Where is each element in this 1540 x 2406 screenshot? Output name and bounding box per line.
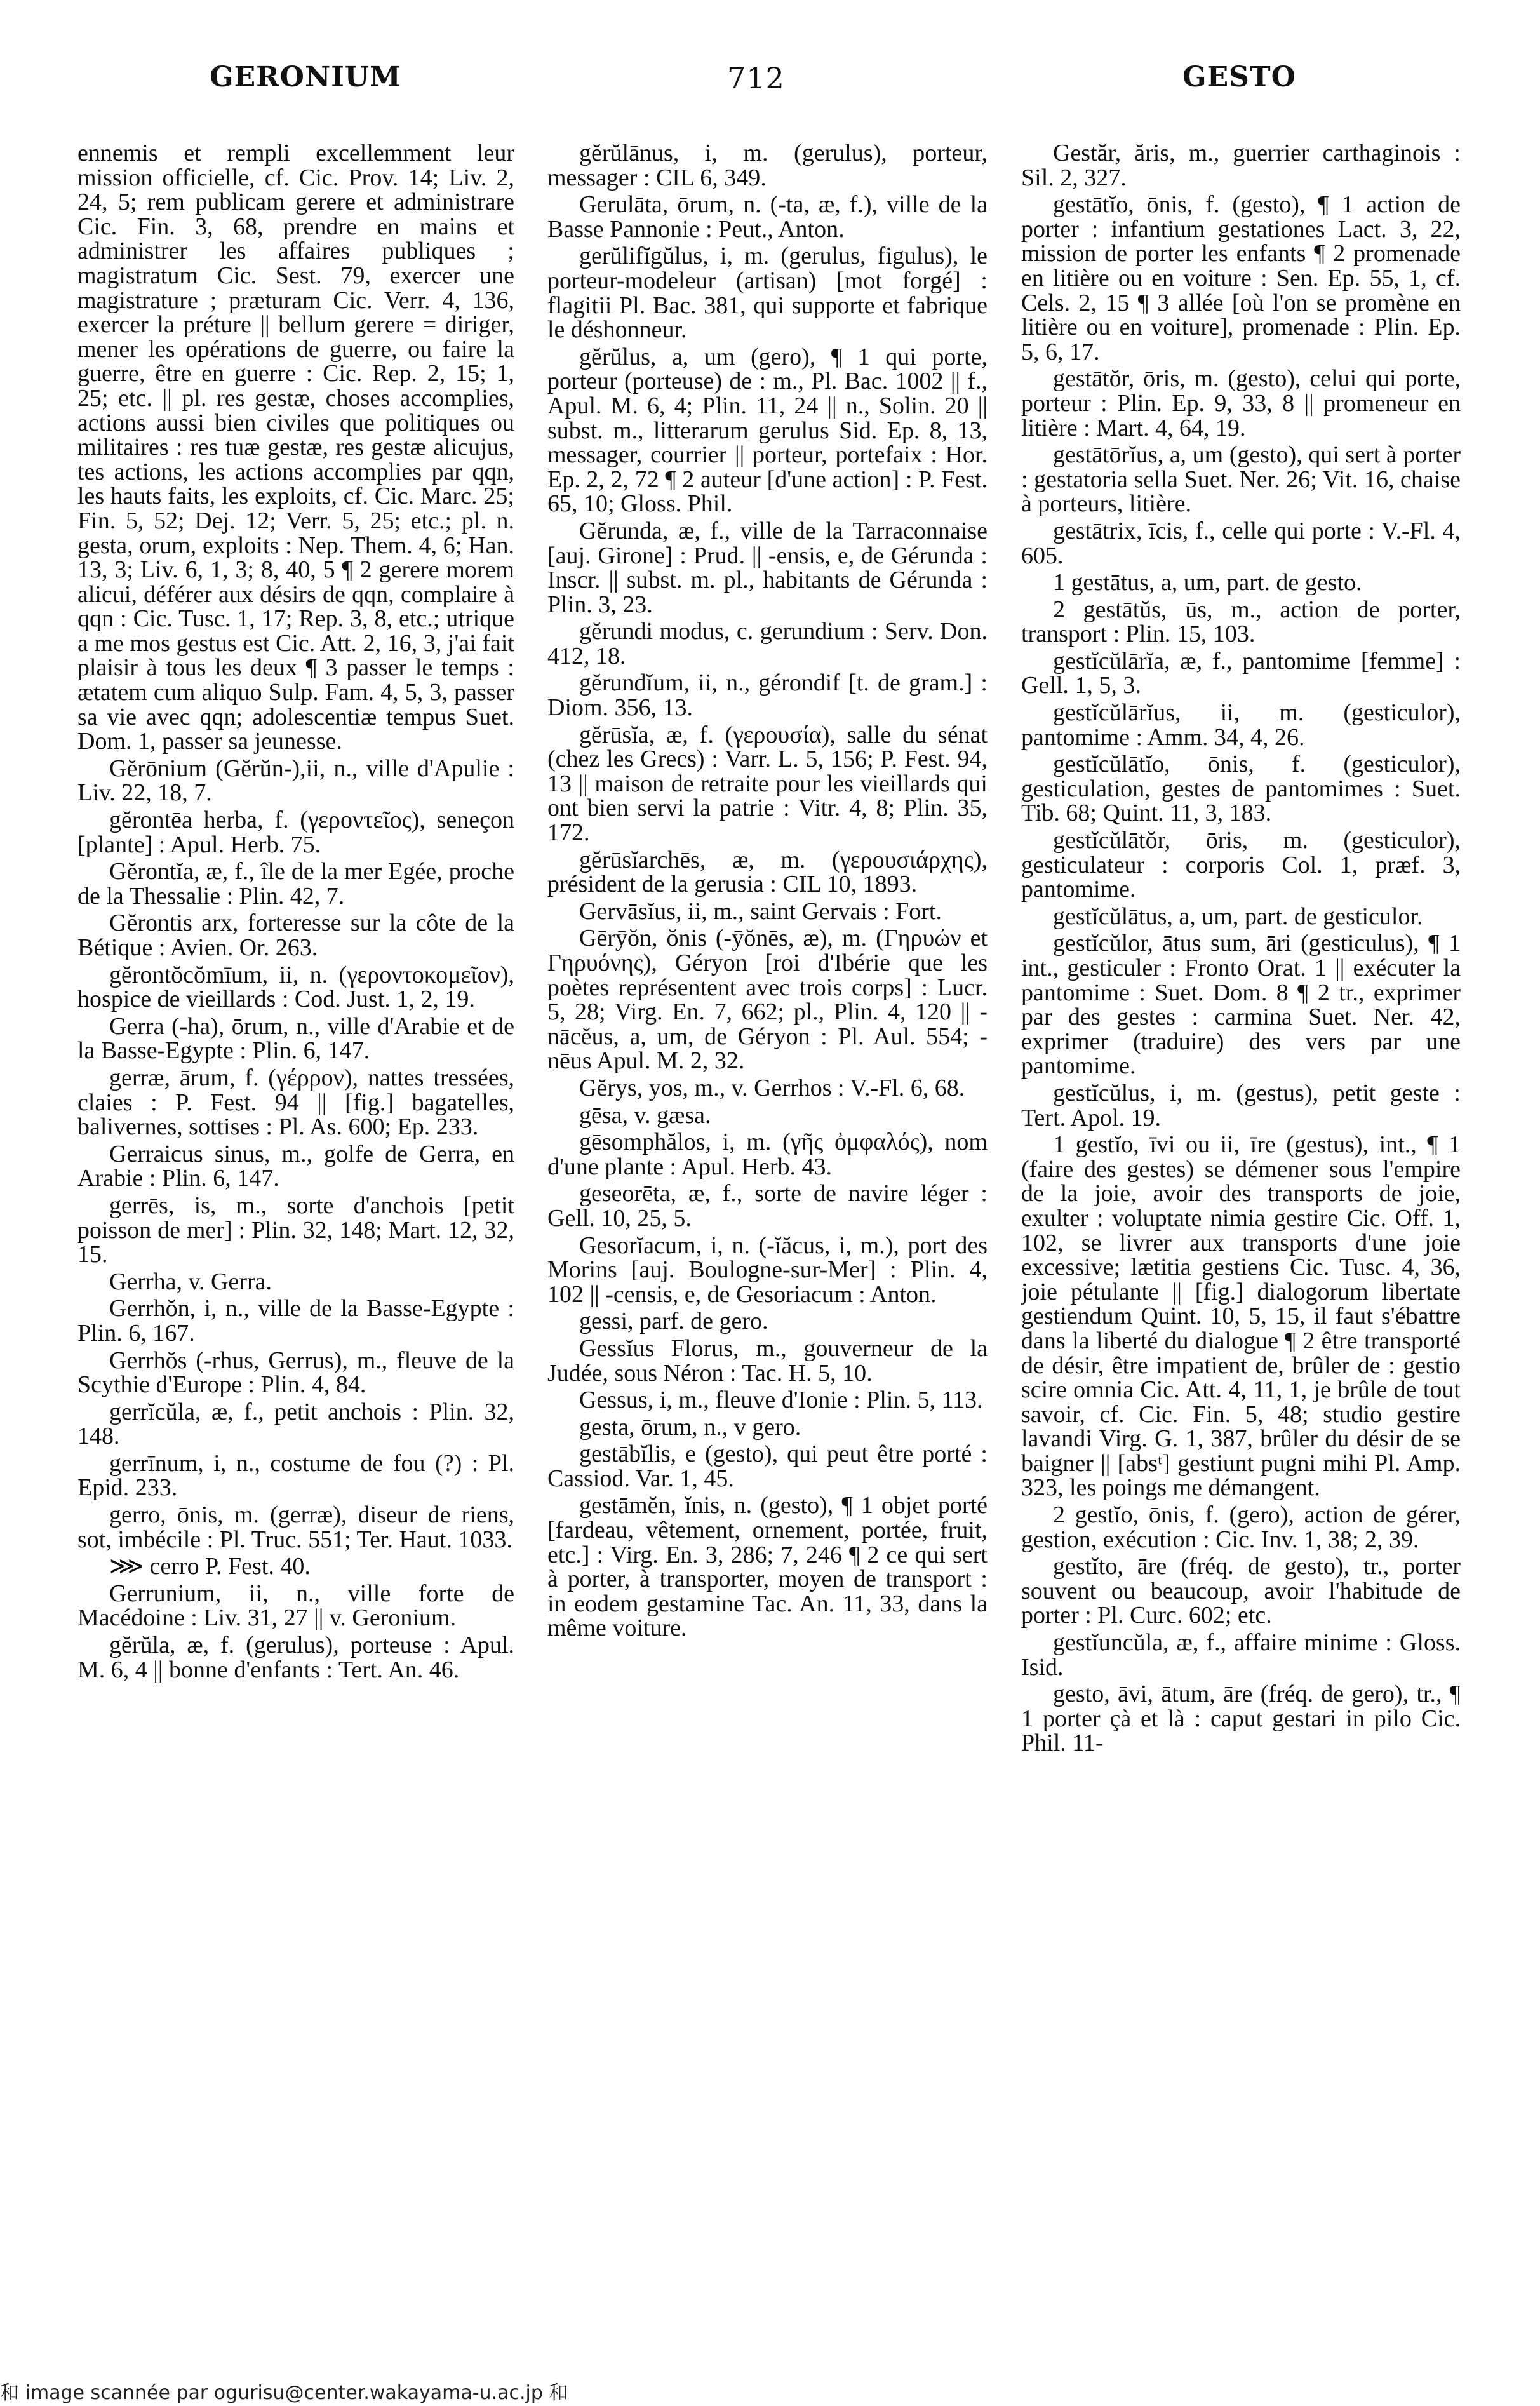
dictionary-entry: Gerrhŏs (-rhus, Gerrus), m., fleuve de la Scythie d'Europe : Plin. 4, 84. (77, 1347, 514, 1399)
dictionary-entry: gestātrix, īcis, f., celle qui porte : V.-Fl. 4, 605. (1021, 517, 1461, 569)
dictionary-entry: Gĕrontĭa, æ, f., île de la mer Egée, proche de la Thessalie : Plin. 42, 7. (77, 858, 514, 910)
dictionary-entry: gesto, āvi, ātum, āre (fréq. de gero), tr., ¶ 1 porter çà et là : caput gestari in pilo Cic. Phil. 11- (1021, 1681, 1461, 1757)
dictionary-entry: 1 gestĭo, īvi ou ii, īre (gestus), int., ¶ 1 (faire des gestes) se démener sous l'empire de la joie, avoir des transports de joie, exulter : voluptate nimia gestire Cic. Off. 1, 102, se livrer aux transports d'une joie excessive; lætitia gestiens Cic. Tusc. 4, 36, joie pétulante || [fig.] dialogorum libertate gestiendum Quint. 10, 5, 15, il faut s'ébattre dans la liberté du dialogue ¶ 2 être transporté de désir, être impatient de, brûler de : gestio scire omnia Cic. Att. 4, 11, 1, je brûle de tout savoir, cf. Cic. Fin. 5, 48; studio gestire lavandi Virg. G. 1, 387, brûler du désir de se baigner || [absᵗ] gestiunt pugni mihi Pl. Amp. 323, les poings me démangent. (1021, 1131, 1461, 1502)
column-left (77, 141, 514, 2288)
dictionary-entry: Gerraicus sinus, m., golfe de Gerra, en Arabie : Plin. 6, 147. (77, 1140, 514, 1192)
running-head-left: GERONIUM (210, 61, 401, 93)
dictionary-entry: gestĭuncŭla, æ, f., affaire minime : Gloss. Isid. (1021, 1629, 1461, 1681)
dictionary-entry: gerrĭcŭla, æ, f., petit anchois : Plin. 32, 148. (77, 1398, 514, 1450)
dictionary-entry: Gervāsĭus, ii, m., saint Gervais : Fort. (579, 897, 942, 925)
dictionary-entry: gerrīnum, i, n., costume de fou (?) : Pl. Epid. 233. (77, 1449, 514, 1502)
dictionary-entry: Gerrha, v. Gerra. (109, 1268, 272, 1295)
dictionary-entry: Gĕrunda, æ, f., ville de la Tarraconnaise [auj. Girone] : Prud. || -ensis, e, de Gérunda : Inscr. || subst. m. pl., habitants de Gérunda : Plin. 3, 23. (547, 517, 988, 618)
dictionary-entry: 1 gestātus, a, um, part. de gesto. (1053, 569, 1362, 596)
column-right (1021, 141, 1461, 2288)
dictionary-entry: gestābĭlis, e (gesto), qui peut être porté : Cassiod. Var. 1, 45. (547, 1441, 988, 1492)
column-middle (547, 141, 988, 2288)
dictionary-entry: gessi, parf. de gero. (579, 1308, 768, 1335)
dictionary-entry: Gērȳŏn, ŏnis (-ȳŏnēs, æ), m. (Γηρυών et Γηρυόνης), Géryon [roi d'Ibérie que les poètes représentent avec trois corps] : Lucr. 5, 28; Virg. En. 7, 662; pl., Plin. 4, 120 || -nācĕus, a, um, de Géryon : Pl. Aul. 554; -nēus Apul. M. 2, 32. (547, 925, 988, 1075)
dictionary-entry: gerŭlifĭgŭlus, i, m. (gerulus, figulus), le porteur-modeleur (artisan) [mot forgé] : flagitii Pl. Bac. 381, qui supporte et fabrique le déshonneur. (547, 243, 988, 344)
dictionary-entry: gerræ, ārum, f. (γέρρον), nattes tressées, claies : P. Fest. 94 || [fig.] bagatelles, balivernes, sottises : Pl. As. 600; Ep. 233. (77, 1064, 514, 1141)
dictionary-entry: Gessus, i, m., fleuve d'Ionie : Plin. 5, 113. (579, 1387, 983, 1414)
dictionary-entry: gestĭcŭlus, i, m. (gestus), petit geste : Tert. Apol. 19. (1021, 1079, 1461, 1131)
dictionary-entry: gerrēs, is, m., sorte d'anchois [petit poisson de mer] : Plin. 32, 148; Mart. 12, 32, 15. (77, 1192, 514, 1268)
dictionary-entry: Gestăr, ăris, m., guerrier carthaginois : Sil. 2, 327. (1021, 141, 1461, 191)
dictionary-entry: gēsomphălos, i, m. (γῆς ὀμφαλός), nom d'une plante : Apul. Herb. 43. (547, 1129, 988, 1180)
scan-credit: 和 image scannée par ogurisu@center.wakayama-u.ac.jp 和 (0, 2382, 568, 2404)
dictionary-entry: Gĕrontis arx, forteresse sur la côte de la Bétique : Avien. Or. 263. (77, 910, 514, 961)
dictionary-entry: gĕrundĭum, ii, n., gérondif [t. de gram.] : Diom. 356, 13. (547, 669, 988, 722)
dictionary-entry: gestātŏr, ōris, m. (gesto), celui qui porte, porteur : Plin. Ep. 9, 33, 8 || promeneur en litière : Mart. 4, 64, 19. (1021, 365, 1461, 441)
dictionary-entry: geseorēta, æ, f., sorte de navire léger : Gell. 10, 25, 5. (547, 1180, 988, 1232)
dictionary-entry: Gerrhŏn, i, n., ville de la Basse-Egypte : Plin. 6, 167. (77, 1295, 514, 1347)
dictionary-entry: gestĭcŭlātŏr, ōris, m. (gesticulor), gesticulateur : corporis Col. 1, præf. 3, pantomime. (1021, 827, 1461, 903)
dictionary-entry: ⋙ cerro P. Fest. 40. (109, 1553, 311, 1580)
dictionary-entry: gĕrŭlānus, i, m. (gerulus), porteur, messager : CIL 6, 349. (547, 141, 988, 191)
dictionary-entry: gĕrontēa herba, f. (γεροντεῖος), seneçon [plante] : Apul. Herb. 75. (77, 807, 514, 858)
dictionary-entry: gestātĭo, ōnis, f. (gesto), ¶ 1 action de porter : infantium gestationes Lact. 3, 22, mission de porter les enfants ¶ 2 promenade en litière ou en voiture : Sen. Ep. 55, 1, cf. Cels. 2, 15 ¶ 3 allée [où l'on se promène en litière ou en voiture], promenade : Plin. Ep. 5, 6, 17. (1021, 191, 1461, 365)
dictionary-entry: gerro, ōnis, m. (gerræ), diseur de riens, sot, imbécile : Pl. Truc. 551; Ter. Haut. 1033. (77, 1502, 514, 1553)
dictionary-entry: ennemis et rempli excellemment leur mission officielle, cf. Cic. Prov. 14; Liv. 2, 24, 5; rem publicam gerere et administrare Cic. Fin. 3, 68, prendre en mains et administrer les affaires publiques ; magistratum Cic. Sest. 79, exercer une magistrature ; præturam Cic. Verr. 4, 136, exercer la préture || bellum gerere = diriger, mener les opérations de guerre, ou faire la guerre, être en guerre : Cic. Rep. 2, 15; 1, 25; etc. || pl. res gestæ, choses accomplies, actions aussi bien civiles que politiques ou militaires : res tuæ gestæ, res gestæ alicujus, tes actions, les actions accomplies par qqn, les hauts faits, les exploits, cf. Cic. Marc. 25; Fin. 5, 52; Dej. 12; Verr. 5, 25; etc.; pl. n. gesta, orum, exploits : Nep. Them. 4, 6; Han. 13, 3; Liv. 6, 1, 3; 8, 40, 5 ¶ 2 gerere morem alicui, déférer aux désirs de qqn, complaire à qqn : Cic. Tusc. 1, 17; Rep. 3, 8, etc.; utrique a me mos gestus est Cic. Att. 2, 16, 3, j'ai fait plaisir à tous les deux ¶ 3 passer le temps : ætatem cum aliquo Sulp. Fam. 4, 5, 3, passer sa vie avec qqn; adolescentiæ tempus Suet. Dom. 1, passer sa jeunesse. (77, 141, 514, 755)
dictionary-entry: 2 gestātŭs, ūs, m., action de porter, transport : Plin. 15, 103. (1021, 596, 1461, 648)
running-head-right: GESTO (1182, 61, 1296, 93)
dictionary-entry: gĕrontŏcŏmīum, ii, n. (γεροντοκομεῖον), hospice de vieillards : Cod. Just. 1, 2, 19. (77, 961, 514, 1013)
dictionary-entry: Gĕrōnium (Gĕrŭn-),ii, n., ville d'Apulie : Liv. 22, 18, 7. (77, 755, 514, 807)
dictionary-entry: Gessĭus Florus, m., gouverneur de la Judée, sous Néron : Tac. H. 5, 10. (547, 1334, 988, 1387)
dictionary-entry: Gĕrys, yos, m., v. Gerrhos : V.-Fl. 6, 68. (579, 1074, 965, 1101)
dictionary-entry: 2 gestĭo, ōnis, f. (gero), action de gérer, gestion, exécution : Cic. Inv. 1, 38; 2, 39. (1021, 1502, 1461, 1553)
dictionary-entry: gēsa, v. gæsa. (579, 1101, 711, 1129)
dictionary-entry: gesta, ōrum, n., v gero. (579, 1413, 801, 1441)
dictionary-entry: Gerrunium, ii, n., ville forte de Macédoine : Liv. 31, 27 || v. Geronium. (77, 1580, 514, 1632)
dictionary-entry: gestĭto, āre (fréq. de gesto), tr., porter souvent ou beaucoup, avoir l'habitude de porter : Pl. Curc. 602; etc. (1021, 1553, 1461, 1629)
dictionary-entry: gestĭcŭlārĭus, ii, m. (gesticulor), pantomime : Amm. 34, 4, 26. (1021, 699, 1461, 751)
dictionary-entry: gĕrŭlus, a, um (gero), ¶ 1 qui porte, porteur (porteuse) de : m., Pl. Bac. 1002 || f., Apul. M. 6, 4; Plin. 11, 24 || n., Solin. 20 || subst. m., litterarum gerulus Sid. Ep. 8, 13, messager, courrier || porteur, portefaix : Hor. Ep. 2, 2, 72 ¶ 2 auteur [d'une action] : P. Fest. 65, 10; Gloss. Phil. (547, 343, 988, 518)
dictionary-entry: gestĭcŭlātĭo, ōnis, f. (gesticulor), gesticulation, gestes de pantomimes : Suet. Tib. 68; Quint. 11, 3, 183. (1021, 751, 1461, 827)
dictionary-entry: gĕrŭla, æ, f. (gerulus), porteuse : Apul. M. 6, 4 || bonne d'enfants : Tert. An. 46. (77, 1632, 514, 1683)
dictionary-entry: gĕrūsĭa, æ, f. (γερουσία), salle du sénat (chez les Grecs) : Varr. L. 5, 156; P. Fest. 94, 13 || maison de retraite pour les vieillards qui ont bien servi la patrie : Vitr. 4, 8; Plin. 35, 172. (547, 721, 988, 847)
page-number: 712 (727, 61, 785, 95)
dictionary-entry: gestāmĕn, ĭnis, n. (gesto), ¶ 1 objet porté [fardeau, vêtement, ornement, portée, fruit, etc.] : Virg. En. 3, 286; 7, 246 ¶ 2 ce qui sert à porter, à transporter, moyen de transport : in eodem gestamine Tac. An. 11, 33, dans la même voiture. (547, 1492, 988, 1642)
dictionary-entry: gestĭcŭlātus, a, um, part. de gesticulor. (1053, 903, 1423, 930)
dictionary-entry: gestĭcŭlor, ātus sum, āri (gesticulus), ¶ 1 int., gesticuler : Fronto Orat. 1 || exécuter la pantomime : Suet. Dom. 8 ¶ 2 tr., exprimer par des gestes : carmina Suet. Ner. 42, exprimer (traduire) des vers par une pantomime. (1021, 930, 1461, 1080)
dictionary-entry: Gerra (-ha), ōrum, n., ville d'Arabie et de la Basse-Egypte : Plin. 6, 147. (77, 1012, 514, 1065)
dictionary-entry: gĕrundi modus, c. gerundium : Serv. Don. 412, 18. (547, 618, 988, 669)
dictionary-entry: gĕrūsĭarchēs, æ, m. (γερουσιάρχης), président de la gerusia : CIL 10, 1893. (547, 846, 988, 898)
dictionary-entry: gestātōrĭus, a, um (gesto), qui sert à porter : gestatoria sella Suet. Ner. 26; Vit. 16, chaise à porteurs, litière. (1021, 441, 1461, 518)
dictionary-entry: Gesorĭacum, i, n. (-ĭăcus, i, m.), port des Morins [auj. Boulogne-sur-Mer] : Plin. 4, 102 || -censis, e, de Gesoriacum : Anton. (547, 1232, 988, 1308)
dictionary-entry: Gerulāta, ōrum, n. (-ta, æ, f.), ville de la Basse Pannonie : Peut., Anton. (547, 191, 988, 243)
dictionary-entry: gestĭcŭlārĭa, æ, f., pantomime [femme] : Gell. 1, 5, 3. (1021, 647, 1461, 699)
